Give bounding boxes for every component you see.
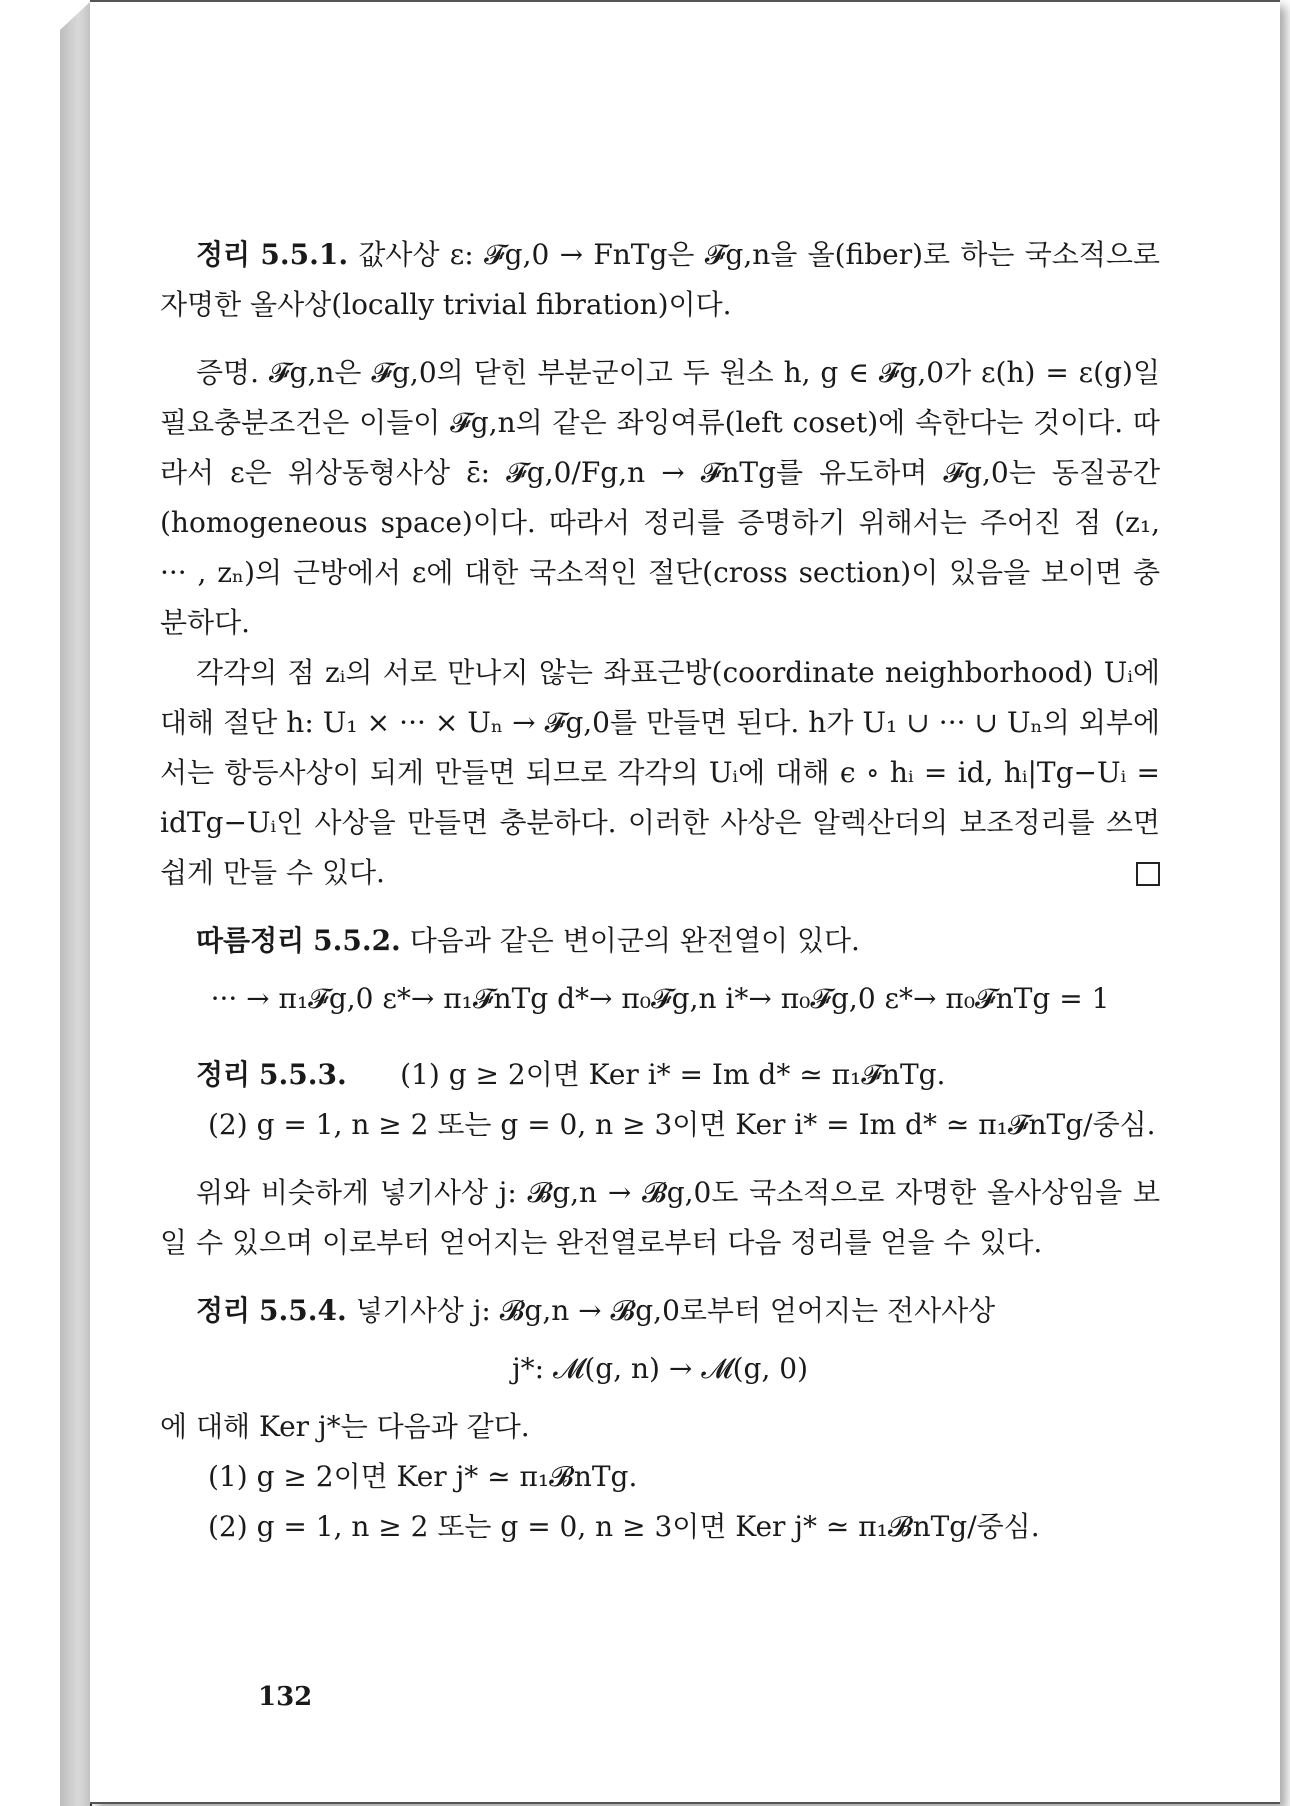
- exact-sequence-equation: ··· → π₁𝓕g,0 ε*→ π₁𝓕nTg d*→ π₀𝓕g,n i*→ π₀𝓕g,0 ε*→ π₀𝓕nTg = 1: [210, 982, 1110, 1015]
- theorem-label: 정리: [196, 238, 251, 271]
- theorem-item-2: (2) g = 1, n ≥ 2 또는 g = 0, n ≥ 3이면 Ker j* ≃ π₁𝓑nTg/중심.: [208, 1510, 1040, 1543]
- corollary-number: 5.5.2.: [313, 924, 401, 957]
- paragraph-after-theorem: 위와 비슷하게 넣기사상 j: 𝓑g,n → 𝓑g,0도 국소적으로 자명한 올사상임을 보일 수 있으며 이로부터 얻어지는 완전열로부터 다음 정리를 얻을 수 있다.: [160, 1176, 1160, 1259]
- page-number: 132: [258, 1682, 313, 1712]
- theorem-label: 정리: [196, 1058, 251, 1091]
- theorem-item-1: (1) g ≥ 2이면 Ker j* ≃ π₁𝓑nTg.: [208, 1460, 638, 1493]
- corollary-label: 따름정리: [196, 924, 305, 957]
- theorem-item-1: (1) g ≥ 2이면 Ker i* = Im d* ≃ π₁𝓕nTg.: [400, 1058, 946, 1091]
- theorem-number: 5.5.3.: [259, 1058, 347, 1091]
- theorem-5-5-3: [160, 1050, 1160, 1100]
- theorem-5-5-4: [160, 1286, 1160, 1336]
- proof-label: 증명.: [196, 356, 259, 389]
- proof-paragraph-1: [160, 348, 1160, 648]
- proof-text-2: 각각의 점 zᵢ의 서로 만나지 않는 좌표근방(coordinate neighborhood) Uᵢ에 대해 절단 h: U₁ × ··· × Uₙ → 𝓕g,0를 만들면 된다. h가 U₁ ∪ ··· ∪ Uₙ의 외부에서는 항등사상이 되게 만들면 되므로 각각의 Uᵢ에 대해 ϵ ∘ hᵢ = id, hᵢ|Tg−Uᵢ = idTg−Uᵢ인 사상을 만들면 충분하다. 이러한 사상은 알렉산더의 보조정리를 쓰면 쉽게 만들 수 있다.: [160, 656, 1160, 889]
- page-content: [160, 230, 1160, 1552]
- proof-text-1: 𝓕g,n은 𝓕g,0의 닫힌 부분군이고 두 원소 h, g ∈ 𝓕g,0가 ε(h) = ε(g)일 필요충분조건은 이들이 𝓕g,n의 같은 좌잉여류(left coset)에 속한다는 것이다. 따라서 ε은 위상동형사상 ε̄: 𝓕g,0/Fg,n → 𝓕nTg를 유도하며 𝓕g,0는 동질공간(homogeneous space)이다. 따라서 정리를 증명하기 위해서는 주어진 점 (z₁, ··· , zₙ)의 근방에서 ε에 대한 국소적인 절단(cross section)이 있음을 보이면 충분하다.: [160, 356, 1160, 639]
- spacer: [160, 330, 1160, 348]
- corollary-5-5-2: [160, 916, 1160, 966]
- spacer: [160, 1268, 1160, 1286]
- proof-paragraph-2: [160, 648, 1160, 898]
- theorem-5-5-1: [160, 230, 1160, 330]
- theorem-text: 값사상 ε: 𝓕g,0 → FnTg은 𝓕g,n을 올(fiber)로 하는 국소적으로 자명한 올사상(locally trivial fibration)이다.: [160, 238, 1160, 321]
- spacer: [160, 898, 1160, 916]
- theorem-number: 5.5.4.: [259, 1294, 347, 1327]
- surjection-equation: j*: 𝓜(g, n) → 𝓜(g, 0): [512, 1352, 808, 1385]
- theorem-number: 5.5.1.: [260, 238, 349, 271]
- theorem-text: 넣기사상 j: 𝓑g,n → 𝓑g,0로부터 얻어지는 전사사상: [355, 1294, 996, 1327]
- theorem-label: 정리: [196, 1294, 251, 1327]
- theorem-item-2: (2) g = 1, n ≥ 2 또는 g = 0, n ≥ 3이면 Ker i* = Im d* ≃ π₁𝓕nTg/중심.: [208, 1108, 1156, 1141]
- corollary-text: 다음과 같은 변이군의 완전열이 있다.: [409, 924, 860, 957]
- book-spine: [60, 0, 92, 1806]
- spacer: [160, 1032, 1160, 1050]
- qed-square-icon: [1136, 862, 1160, 886]
- spacer: [160, 1150, 1160, 1168]
- theorem-after-text: 에 대해 Ker j*는 다음과 같다.: [160, 1410, 530, 1443]
